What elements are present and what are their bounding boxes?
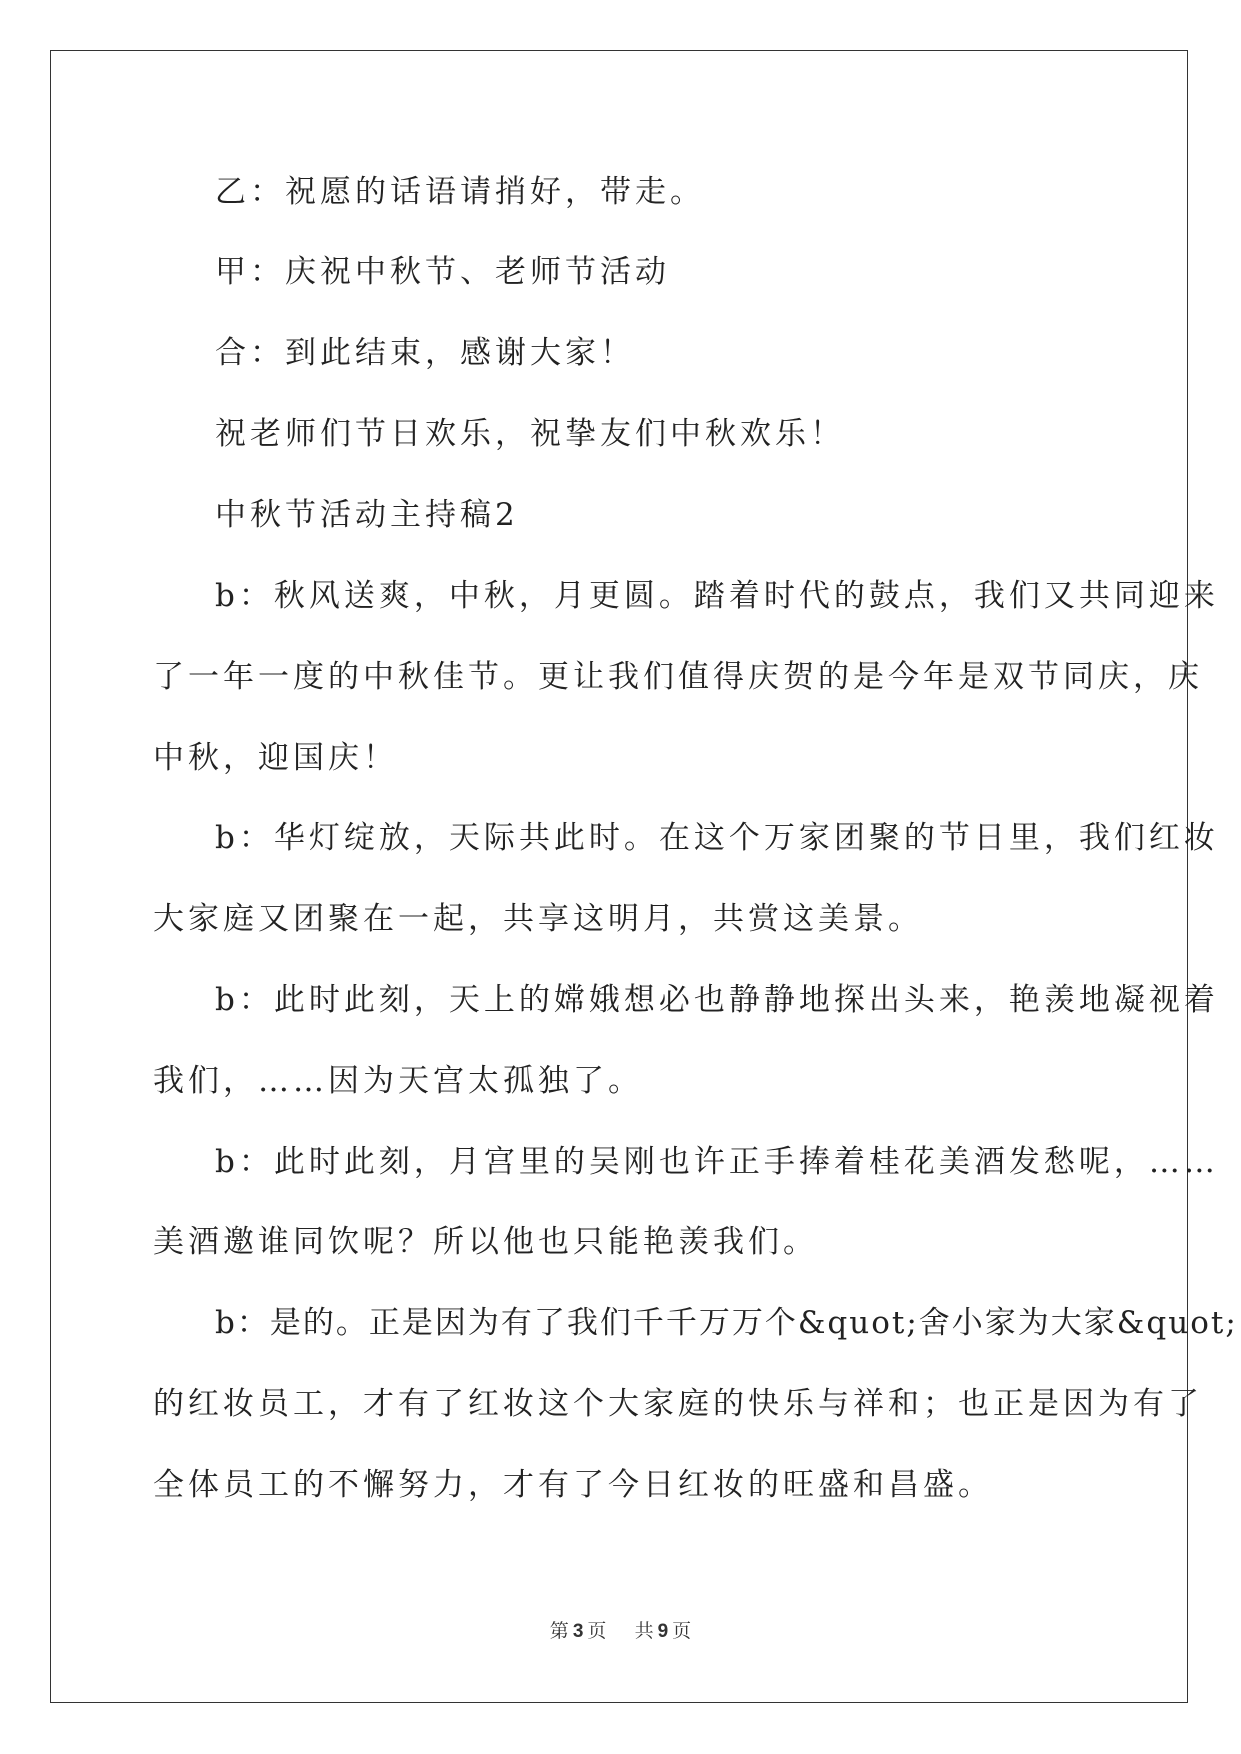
footer-page-word: 页	[587, 1620, 607, 1642]
text-line: 甲：庆祝中秋节、老师节活动	[215, 254, 670, 290]
footer-total-prefix: 共	[634, 1620, 654, 1642]
section-heading: 中秋节活动主持稿2	[215, 497, 519, 533]
text-line: 中秋，迎国庆！	[153, 740, 398, 776]
text-line: 全体员工的不懈努力，才有了今日红妆的旺盛和昌盛。	[153, 1467, 993, 1503]
text-line: b：此时此刻，天上的嫦娥想必也静静地探出头来，艳羡地凝视着	[215, 982, 1219, 1018]
footer-total-pages: 9	[657, 1621, 669, 1642]
text-line: 大家庭又团聚在一起，共享这明月，共赏这美景。	[153, 901, 923, 937]
text-line: 我们，……因为天宫太孤独了。	[153, 1063, 643, 1099]
text-line: b：华灯绽放，天际共此时。在这个万家团聚的节日里，我们红妆	[215, 820, 1219, 856]
footer-prefix: 第	[549, 1620, 569, 1642]
text-line: 乙：祝愿的话语请捎好，带走。	[215, 174, 705, 210]
text-line: 的红妆员工，才有了红妆这个大家庭的快乐与祥和；也正是因为有了	[153, 1386, 1203, 1422]
text-line: b：秋风送爽，中秋，月更圆。踏着时代的鼓点，我们又共同迎来	[215, 578, 1219, 614]
text-line: 祝老师们节日欢乐，祝挚友们中秋欢乐！	[215, 416, 845, 452]
text-line: 美酒邀谁同饮呢？所以他也只能艳羡我们。	[153, 1224, 818, 1260]
footer-total-suffix: 页	[672, 1620, 692, 1642]
page-border	[50, 50, 1188, 1703]
text-line: 了一年一度的中秋佳节。更让我们值得庆贺的是今年是双节同庆，庆	[153, 659, 1203, 695]
text-line: b：是的。正是因为有了我们千千万万个&quot;舍小家为大家&quot;	[215, 1305, 1238, 1341]
page-footer	[0, 1616, 1241, 1643]
footer-current-page: 3	[572, 1621, 584, 1642]
text-line: b：此时此刻，月宫里的吴刚也许正手捧着桂花美酒发愁呢，……	[215, 1144, 1219, 1180]
text-line: 合：到此结束，感谢大家！	[215, 335, 635, 371]
